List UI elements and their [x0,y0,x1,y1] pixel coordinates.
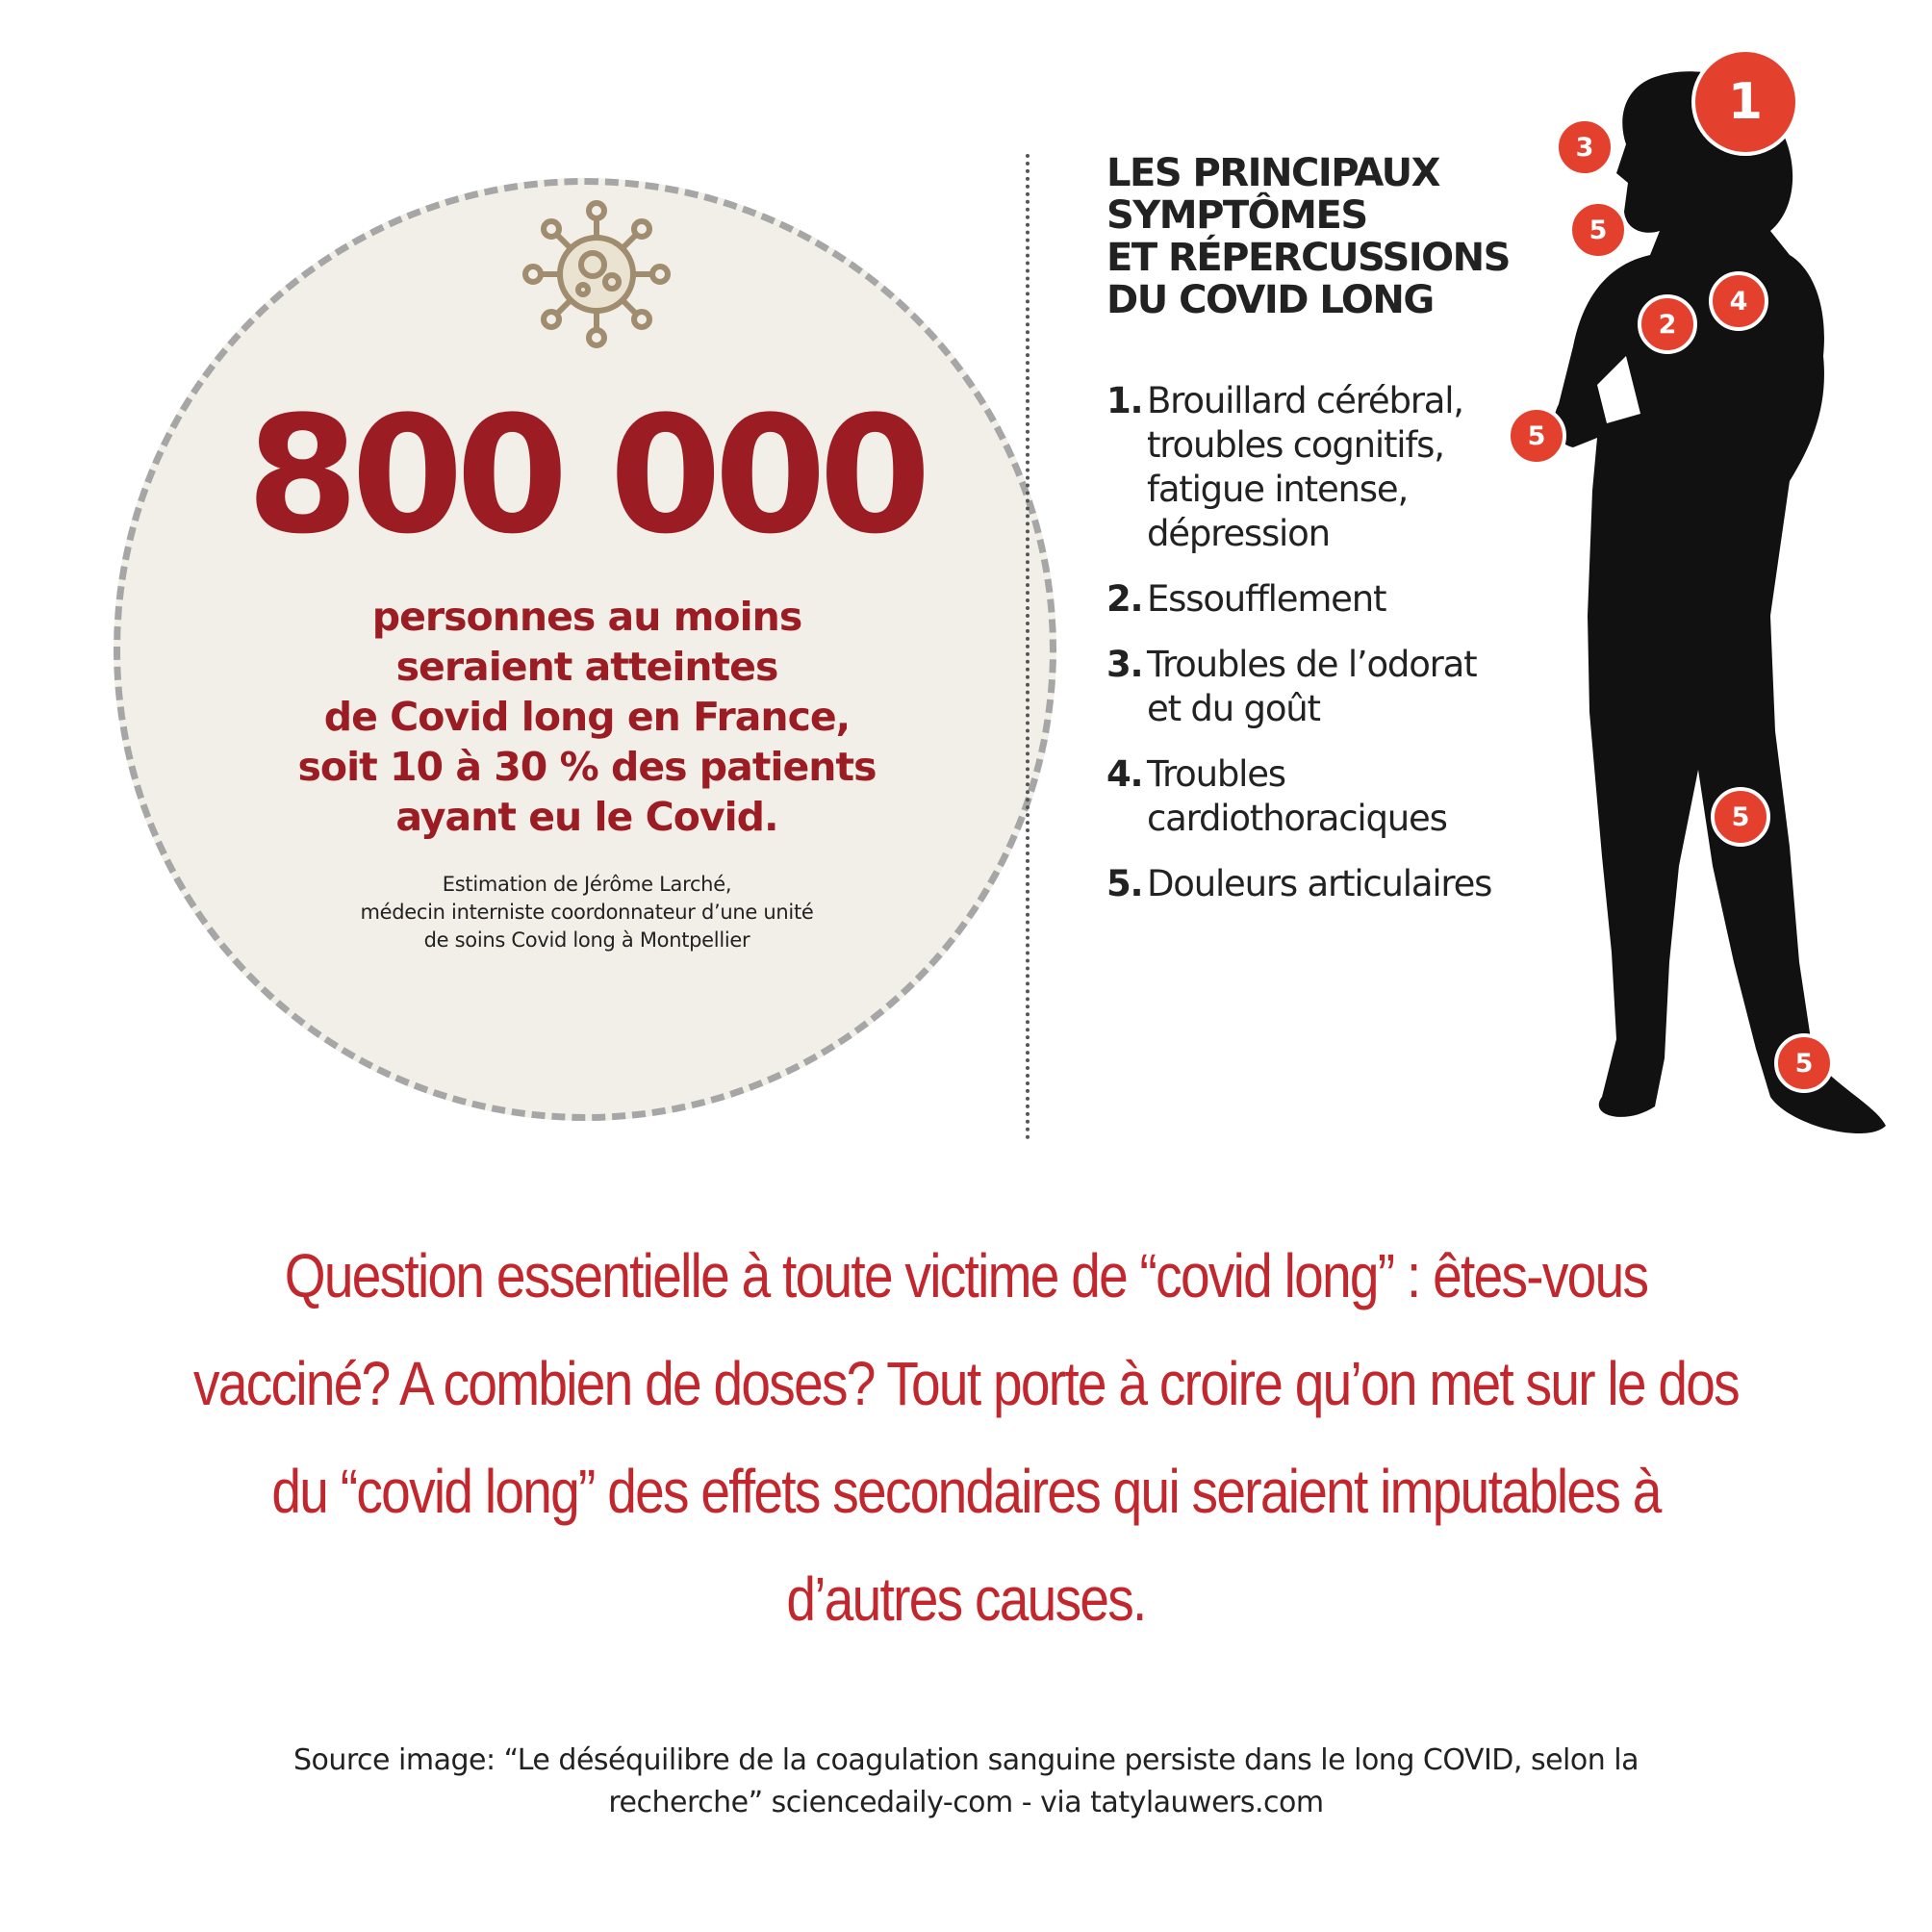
symptom-number: 4. [1106,753,1143,795]
virus-icon [520,197,674,351]
symptom-number: 1. [1106,380,1143,421]
stat-caption: personnes au moins seraient atteintes de Covid long en France, soit 10 à 30 % des patients ayant eu le Covid. [297,594,877,840]
main-question: Question essentielle à toute victime de “covid long” : êtes-vous vacciné? A combien de doses? Tout porte à croire qu’on met sur le dos du “covid long” des effets secondaires qui seraient imputables à d’autres causes. [193,1241,1739,1634]
symptom-text: Troubles de l’odorat et du goût [1147,644,1477,729]
symptom-marker-5: 5 [1568,200,1628,260]
symptom-number: 5. [1106,863,1143,904]
symptom-marker-5: 5 [1774,1033,1834,1093]
symptom-number: 3. [1106,644,1143,685]
symptom-marker-5: 5 [1711,787,1770,847]
source-credit: Source image: “Le déséquilibre de la coagulation sanguine persiste dans le long COVID, selon la recherche” sciencedaily-com - via tatylauwers.com [292,1743,1640,1819]
vertical-divider [1026,154,1030,1140]
symptom-marker-4: 4 [1709,271,1768,331]
human-silhouette-icon [1482,38,1905,1164]
symptom-text: Brouillard cérébral, troubles cognitifs, fatigue intense, dépression [1147,380,1463,554]
symptoms-title: LES PRINCIPAUX SYMPTÔMES ET RÉPERCUSSIONS DU COVID LONG [1106,151,1510,322]
symptom-text: Douleurs articulaires [1147,863,1492,904]
stat-source-note: Estimation de Jérôme Larché, médecin interniste coordonnateur d’une unité de soins Covid long à Montpellier [360,873,814,952]
stat-number: 800 000 [246,381,924,570]
symptom-text: Troubles cardiothoraciques [1147,753,1447,839]
symptom-marker-2: 2 [1638,294,1697,354]
symptom-marker-3: 3 [1555,117,1614,177]
symptom-text: Essoufflement [1147,578,1386,620]
symptom-number: 2. [1106,578,1143,620]
symptom-marker-5: 5 [1507,406,1566,466]
symptom-marker-1: 1 [1691,48,1799,156]
